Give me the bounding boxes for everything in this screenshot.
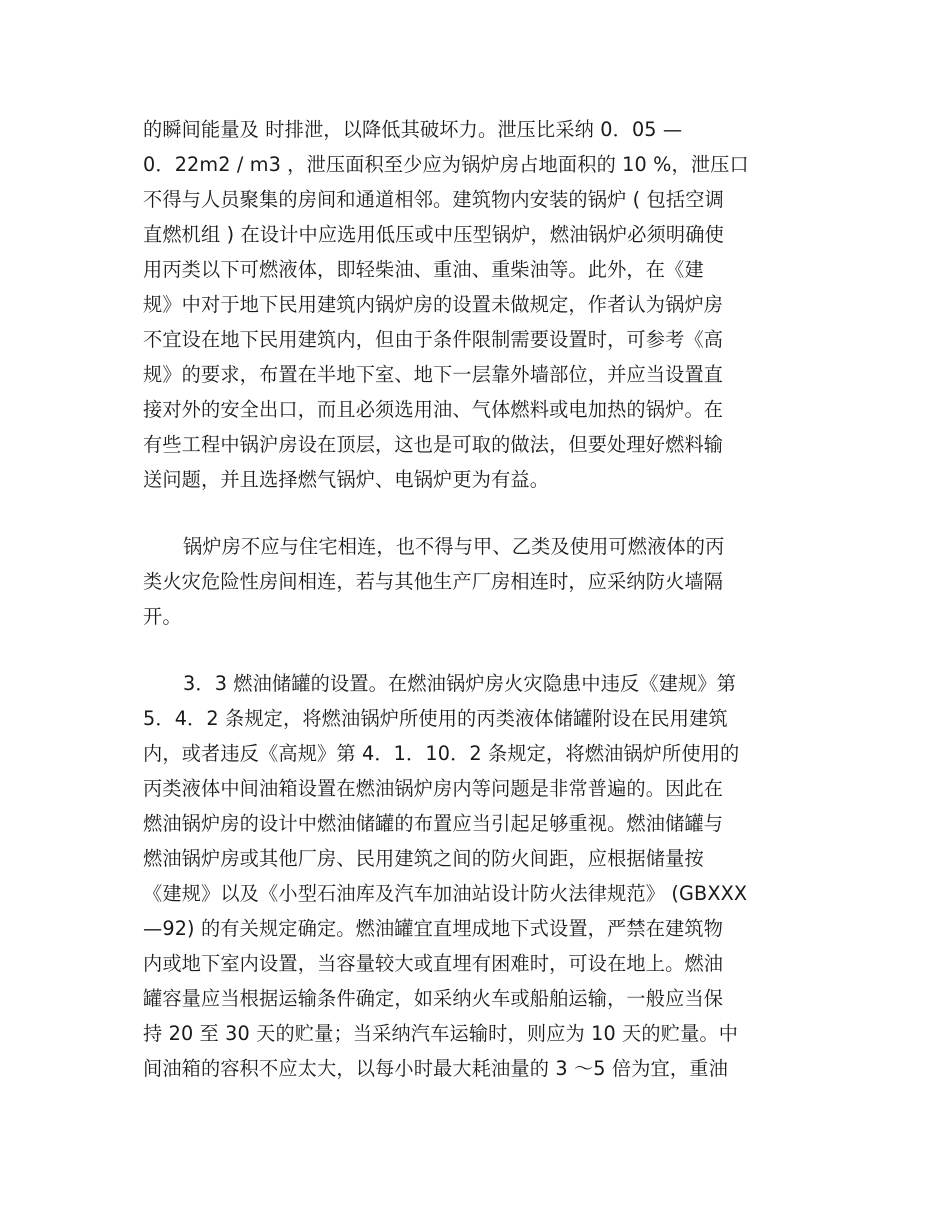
paragraph-1-line-5: 用丙类以下可燃液体，即轻柴油、重油、重柴油等。此外，在《建 <box>143 258 704 281</box>
paragraph-3-line-10: 罐容量应当根据运输条件确定，如采纳火车或船舶运输，一般应当保 <box>143 987 724 1010</box>
paragraph-2-line-2: 类火灾危险性房间相连，若与其他生产厂房相连时，应采纳防火墙隔 <box>143 570 724 593</box>
paragraph-3-line-12: 间油箱的容积不应太大，以每小时最大耗油量的 3 ～5 倍为宜，重油 <box>143 1057 728 1080</box>
paragraph-3-line-3: 内，或者违反《高规》第 4．1．10．2 条规定，将燃油锅炉所使用的 <box>143 742 740 765</box>
paragraph-3-line-11: 持 20 至 30 天的贮量；当采纳汽车运输时，则应为 10 天的贮量。中 <box>143 1022 739 1045</box>
paragraph-3-line-5: 燃油锅炉房的设计中燃油储罐的布置应当引起足够重视。燃油储罐与 <box>143 812 724 835</box>
paragraph-3-line-1: 3．3 燃油储罐的设置。在燃油锅炉房火灾隐患中违反《建规》第 <box>183 672 737 695</box>
paragraph-1-line-3: 不得与人员聚集的房间和通道相邻。建筑物内安装的锅炉 ( 包括空调 <box>143 188 724 211</box>
paragraph-1-line-7: 不宜设在地下民用建筑内，但由于条件限制需要设置时，可参考《高 <box>143 328 724 351</box>
paragraph-3-line-7: 《建规》以及《小型石油库及汽车加油站设计防火法律规范》 (GBXXX <box>143 882 748 905</box>
paragraph-3-line-9: 内或地下室内设置，当容量较大或直埋有困难时，可设在地上。燃油 <box>143 952 724 975</box>
paragraph-3-line-2: 5．4．2 条规定，将燃油锅炉所使用的丙类液体储罐附设在民用建筑 <box>143 707 728 730</box>
paragraph-2-line-1: 锅炉房不应与住宅相连，也不得与甲、乙类及使用可燃液体的丙 <box>183 535 725 558</box>
paragraph-1-line-4: 直燃机组 ) 在设计中应选用低压或中压型锅炉，燃油锅炉必须明确使 <box>143 223 724 246</box>
paragraph-3-line-4: 丙类液体中间油箱设置在燃油锅炉房内等问题是非常普遍的。因此在 <box>143 777 724 800</box>
paragraph-1-line-10: 有些工程中锅沪房设在顶层，这也是可取的做法，但要处理好燃料输 <box>143 433 724 456</box>
paragraph-1-line-8: 规》的要求，布置在半地下室、地下一层靠外墙部位，并应当设置直 <box>143 363 724 386</box>
paragraph-1-line-6: 规》中对于地下民用建筑内锅炉房的设置未做规定，作者认为锅炉房 <box>143 293 724 316</box>
paragraph-1-line-2: 0．22m2 / m3 ，泄压面积至少应为锅炉房占地面积的 10 %，泄压口 <box>143 153 749 176</box>
paragraph-2-line-3: 开。 <box>143 605 182 628</box>
paragraph-1-line-1: 的瞬间能量及 时排泄，以降低其破坏力。泄压比采纳 0．05 — <box>143 118 683 141</box>
paragraph-3-line-8: —92) 的有关规定确定。燃油罐宜直埋成地下式设置，严禁在建筑物 <box>143 917 724 940</box>
paragraph-1-line-9: 接对外的安全出口，而且必须选用油、气体燃料或电加热的锅炉。在 <box>143 398 724 421</box>
paragraph-3-line-6: 燃油锅炉房或其他厂房、民用建筑之间的防火间距，应根据储量按 <box>143 847 704 870</box>
paragraph-1-line-11: 送问题，并且选择燃气锅炉、电锅炉更为有益。 <box>143 468 550 491</box>
